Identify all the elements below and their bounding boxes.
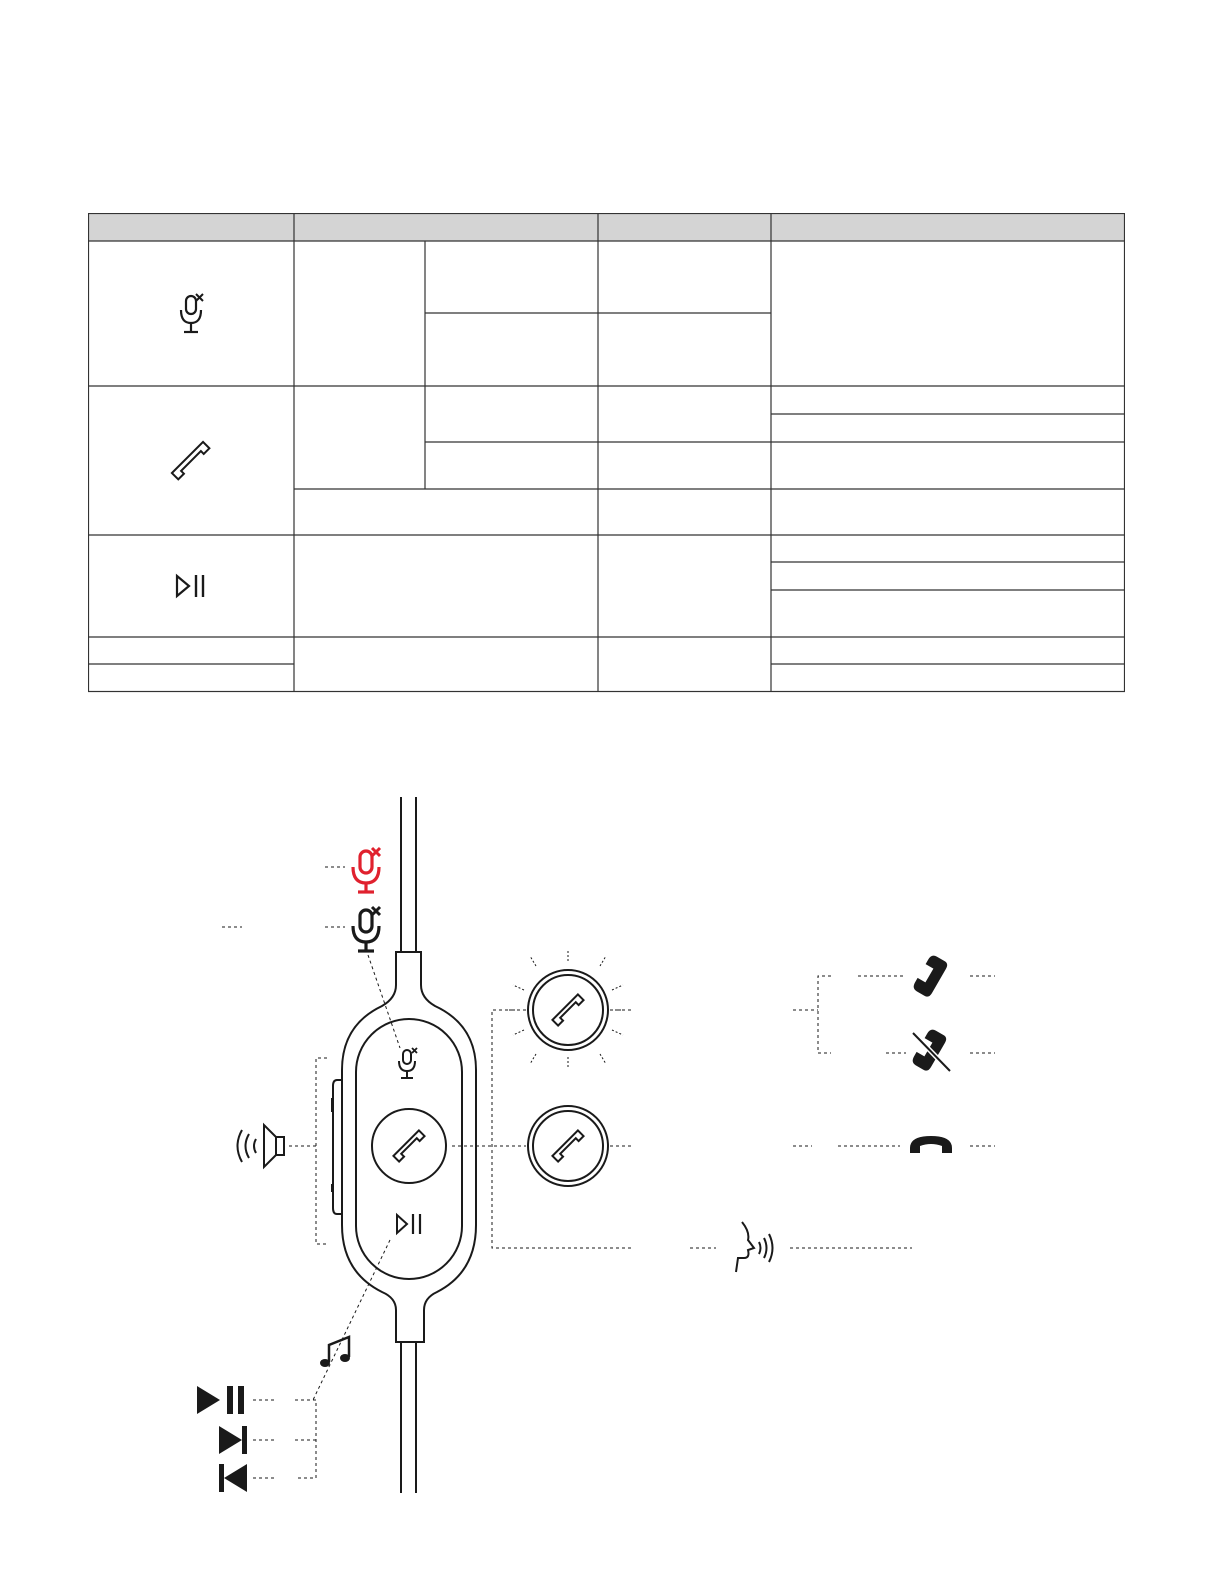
speaker-volume-icon <box>238 1125 285 1167</box>
next-track-icon <box>219 1426 247 1454</box>
mute-button <box>399 1048 417 1078</box>
leader-lines <box>222 867 995 1478</box>
volume-up-marker <box>331 1098 334 1112</box>
mic-mute-black-icon <box>353 907 380 951</box>
media-button <box>397 1214 420 1234</box>
mic-mute-red-icon <box>353 848 380 892</box>
call-steady-icon <box>528 1106 608 1186</box>
play-pause-solid-icon <box>197 1386 244 1414</box>
phone-answer-icon <box>912 954 949 999</box>
music-note-icon <box>320 1337 350 1367</box>
call-blinking-icon <box>509 951 627 1069</box>
volume-down-marker <box>331 1184 334 1192</box>
previous-track-icon <box>219 1464 247 1492</box>
call-button <box>372 1109 446 1183</box>
phone-decline-icon <box>911 1028 950 1073</box>
voice-assistant-icon <box>736 1222 773 1272</box>
phone-hangup-icon <box>910 1136 952 1153</box>
remote-controller-body <box>333 952 476 1342</box>
